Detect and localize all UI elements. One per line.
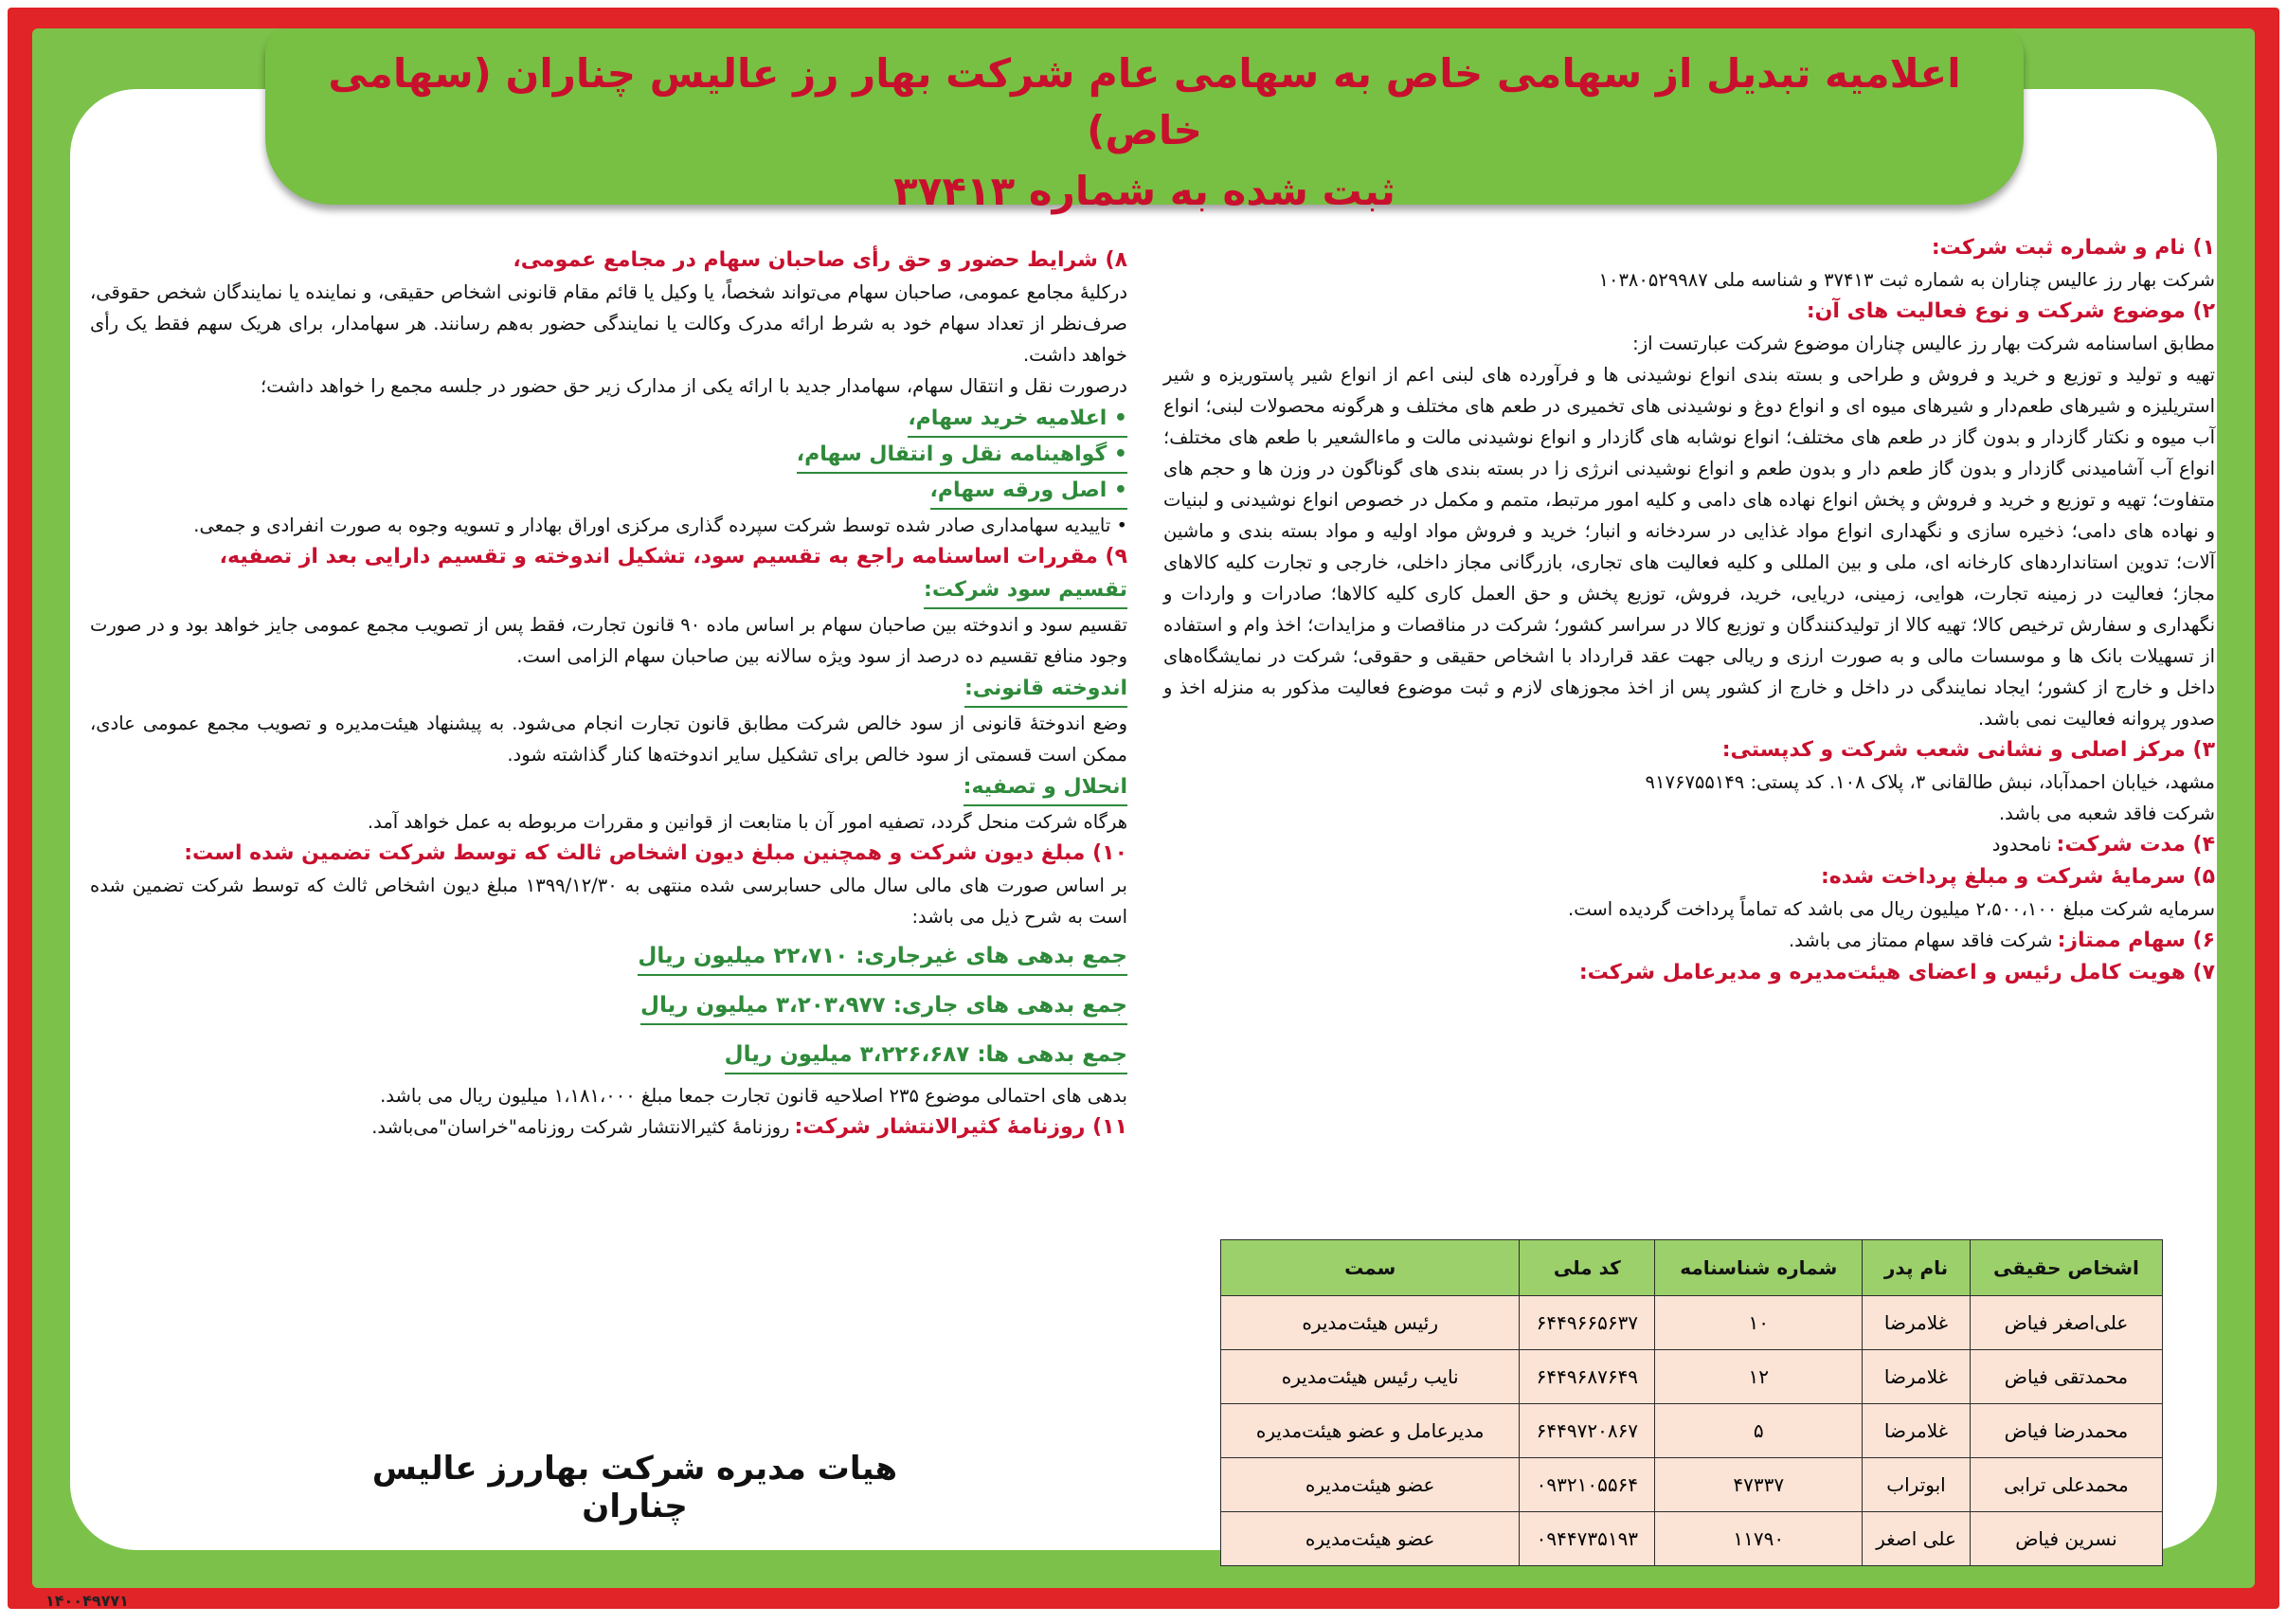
board-signature: هیات مدیره شرکت بهاررز عالیس چناران [371,1450,898,1525]
left-column [90,244,1127,1144]
title-banner [265,28,2024,214]
cell-person: محمدتقی فیاض [1970,1350,2162,1404]
bullet-purchase-notice: • اعلامیه خرید سهام، [908,402,1127,438]
cell-father: ابوتراب [1863,1458,1971,1512]
cell-position: مدیرعامل و عضو هیئت‌مدیره [1221,1404,1520,1458]
table-row [1221,1404,2163,1458]
section-10-heading: ۱۰) مبلغ دیون شرکت و همچنین مبلغ دیون اشخاص ثالث که توسط شرکت تضمین شده است: [184,841,1127,865]
table-header-row [1221,1240,2163,1296]
table-row [1221,1512,2163,1566]
section-7-heading: ۷) هویت کامل رئیس و اعضای هیئت‌مدیره و مدیرعامل شرکت: [1578,961,2215,984]
section-1-heading: ۱) نام و شماره ثبت شرکت: [1931,236,2215,260]
cell-position: عضو هیئت‌مدیره [1221,1512,1520,1566]
section-5-heading: ۵) سرمایۀ شرکت و مبلغ پرداخت شده: [1821,865,2215,889]
section-8-text: درکلیۀ مجامع عمومی، صاحبان سهام می‌تواند شخصاً، یا وکیل یا قائم مقام قانونی اشخاص حقیقی، و نماینده یا نمایندگان شخص حقوقی، صرف‌نظر از تعداد سهام خود به شرط ارائه مدرک وکالت یا نمایندگی حضور به‌هم رسانند. هر سهامدار، برای هریک سهم فقط یک رأی خواهد داشت. [90,281,1127,366]
cell-father: غلامرضا [1863,1350,1971,1404]
table-row [1221,1458,2163,1512]
section-4-heading: ۴) مدت شرکت: [2056,833,2215,857]
table-row [1221,1296,2163,1350]
section-3-address: مشهد، خیابان احمدآباد، نبش طالقانی ۳، پلاک ۱۰۸. کد پستی: ۹۱۷۶۷۵۵۱۴۹ [1645,771,2215,793]
section-10-text: بر اساس صورت های مالی سال مالی حسابرسی شده منتهی به ۱۳۹۹/۱۲/۳۰ مبلغ دیون اشخاص ثالث که توسط شرکت تضمین شده است به شرح ذیل می باشد: [90,875,1127,928]
profit-text: تقسیم سود و اندوخته بین صاحبان سهام بر اساس ماده ۹۰ قانون تجارت، فقط پس از تصویب مجمع عمومی جایز خواهد بود و در صورت وجود منافع تقسیم ده درصد از سود ویژه سالانه بین صاحبان سهام الزامی است. [90,614,1127,667]
subheading-profit: تقسیم سود شرکت: [924,573,1127,609]
section-2-body: تهیه و تولید و توزیع و خرید و فروش و طراحی و بسته بندی انواع نوشیدنی ها و فرآورده های لبنی اعم از انواع شیر پاستوریزه و شیر استریلیزه و شیرهای طعم‌دار و شیرهای میوه ای و انواع دوغ و نوشیدنی های تخمیری در طعم های مختلف و هرگونه محصولات لبنی؛ انواع آب میوه و نکتار گازدار و بدون گاز در طعم های مختلف؛ انواع نوشابه های گازدار و انواع نوشیدنی مالت و ماءالشعیر با طعم های مختلف؛ انواع آب آشامیدنی گازدار و بدون گاز طعم دار و بدون طعم و انواع نوشیدنی انرژی زا در بسته بندی های گوناگون در وزن ها و حجم های متفاوت؛ تهیه و توزیع و خرید و فروش و پخش انواع نهاده های دامی و کلیه امور مرتبط، متمم و مکمل در خصوص انواع نوشیدنی و لبنیات و نهاده های دامی؛ ذخیره سازی و نگهداری انواع مواد غذایی در سردخانه و انبار؛ خرید و فروش مواد اولیه و مواد بسته بندی و ماشین آلات؛ تدوین استانداردهای کارخانه ای، ملی و بین المللی و کلیه فعالیت های تجاری، بازرگانی مجاز داخلی، خارجی و تجارت کلیه کالاهای مجاز؛ فعالیت در زمینه تجارت، هوایی، زمینی، دریایی، خرید، فروش، توزیع پخش و حق العمل کاری کلیه کالاها؛ صادرات و واردات و نگهداری و سفارش ترخیص کالا؛ تهیه کالا از تولیدکنندگان و توزیع کالا در سراسر کشور؛ شرکت در مناقصات و مزایدات؛ اخذ وام و استفاده از تسهیلات بانک ها و موسسات مالی و به صورت ارزی و ریالی جهت عقد قرارداد با اشخاص حقیقی و حقوقی؛ شرکت در نمایشگاه‌های داخل و خارج از کشور؛ ایجاد نمایندگی در داخل و خارج از کشور پس از اخذ مجوزهای لازم و ثبت موضوع فعالیت مذکور به منزله اخذ و صدور پروانه فعالیت نمی باشد. [1163,364,2215,730]
title-line-2: ثبت شده به شماره ۳۷۴۱۳ [893,168,1396,214]
total-liabilities: جمع بدهی ها: ۳،۲۲۶،۶۸۷ میلیون ریال [725,1037,1127,1074]
cell-national-code: ۶۴۴۹۷۲۰۸۶۷ [1520,1404,1655,1458]
header-father: نام پدر [1863,1240,1971,1296]
board-members-table [1220,1239,2163,1554]
cell-position: نایب رئیس هیئت‌مدیره [1221,1350,1520,1404]
cell-id-number: ۱۱۷۹۰ [1655,1512,1863,1566]
section-11-text: روزنامۀ کثیرالانتشار شرکت روزنامه"خراسان"می‌باشد. [371,1116,790,1138]
section-3-heading: ۳) مرکز اصلی و نشانی شعب شرکت و کدپستی: [1721,738,2215,762]
cell-father: غلامرضا [1863,1404,1971,1458]
cell-national-code: ۶۴۴۹۶۶۵۶۳۷ [1520,1296,1655,1350]
cell-national-code: ۰۹۴۴۷۳۵۱۹۳ [1520,1512,1655,1566]
header-person: اشخاص حقیقی [1970,1240,2162,1296]
section-6-text: شرکت فاقد سهام ممتاز می باشد. [1788,929,2053,951]
cell-id-number: ۴۷۳۳۷ [1655,1458,1863,1512]
section-2-heading: ۲) موضوع شرکت و نوع فعالیت های آن: [1806,299,2215,323]
bullet-share-original: • اصل ورقه سهام، [930,474,1127,510]
subheading-dissolution: انحلال و تصفیه: [963,770,1127,806]
cell-father: علی اصغر [1863,1512,1971,1566]
table-row [1221,1350,2163,1404]
section-11-heading: ۱۱) روزنامۀ کثیرالانتشار شرکت: [794,1115,1127,1139]
legal-reserve-text: وضع اندوختۀ قانونی از سود خالص شرکت مطابق قانون تجارت انجام می‌شود. به پیشنهاد هیئت‌مدیره و تصویب مجمع عمومی عادی، ممکن است قسمتی از سود خالص برای تشکیل سایر اندوخته‌ها کنار گذاشته شود. [90,713,1127,766]
cell-position: رئیس هیئت‌مدیره [1221,1296,1520,1350]
cell-national-code: ۶۴۴۹۶۸۷۶۴۹ [1520,1350,1655,1404]
right-column [1163,232,2215,989]
title-line-1: اعلامیه تبدیل از سهامی خاص به سهامی عام شرکت بهار رز عالیس چناران (سهامی خاص) [328,50,1961,153]
cell-position: عضو هیئت‌مدیره [1221,1458,1520,1512]
contingent-liabilities: بدهی های احتمالی موضوع ۲۳۵ اصلاحیه قانون تجارت جمعا مبلغ ۱،۱۸۱،۰۰۰ میلیون ریال می باشد. [380,1085,1127,1107]
bullet-transfer-certificate: • گواهینامه نقل و انتقال سهام، [797,438,1127,474]
header-id-number: شماره شناسنامه [1655,1240,1863,1296]
section-8-text-2: درصورت نقل و انتقال سهام، سهامدار جدید با ارائه یکی از مدارک زیر حق حضور در جلسه مجمع را خواهد داشت؛ [261,375,1127,397]
section-2-intro: مطابق اساسنامه شرکت بهار رز عالیس چناران موضوع شرکت عبارتست از: [1632,333,2215,354]
section-1-text: شرکت بهار رز عالیس چناران به شماره ثبت ۳۷۴۱۳ و شناسه ملی ۱۰۳۸۰۵۲۹۹۸۷ [1598,269,2215,291]
bullet-depository-confirmation: • تاییدیه سهامداری صادر شده توسط شرکت سپرده گذاری مرکزی اوراق بهادار و تسویه وجوه به صورت انفرادی و جمعی. [193,514,1127,536]
header-position: سمت [1221,1240,1520,1296]
section-5-text: سرمایه شرکت مبلغ ۲،۵۰۰،۱۰۰ میلیون ریال می باشد که تماماً پرداخت گردیده است. [1568,898,2215,920]
dissolution-text: هرگاه شرکت منحل گردد، تصفیه امور آن با متابعت از قوانین و مقررات مربوطه به عمل خواهد آمد. [367,811,1127,833]
cell-id-number: ۱۰ [1655,1296,1863,1350]
section-3-branches: شرکت فاقد شعبه می باشد. [1998,803,2215,824]
cell-person: محمدعلی ترابی [1970,1458,2162,1512]
ad-code: ۱۴۰۰۴۹۷۷۱ [45,1592,129,1610]
cell-person: نسرین فیاض [1970,1512,2162,1566]
current-liabilities: جمع بدهی های جاری: ۳،۲۰۳،۹۷۷ میلیون ریال [640,987,1127,1025]
section-9-heading: ۹) مقررات اساسنامه راجع به تقسیم سود، تشکیل اندوخته و تقسیم دارایی بعد از تصفیه، [219,545,1127,568]
section-6-heading: ۶) سهام ممتاز: [2057,929,2215,952]
cell-national-code: ۰۹۳۲۱۰۵۵۶۴ [1520,1458,1655,1512]
cell-person: علی‌اصغر فیاض [1970,1296,2162,1350]
header-national-code: کد ملی [1520,1240,1655,1296]
section-4-text: نامحدود [1991,834,2052,856]
subheading-legal-reserve: اندوخته قانونی: [964,672,1127,708]
cell-father: غلامرضا [1863,1296,1971,1350]
noncurrent-liabilities: جمع بدهی های غیرجاری: ۲۲،۷۱۰ میلیون ریال [638,938,1127,976]
cell-id-number: ۵ [1655,1404,1863,1458]
section-8-heading: ۸) شرایط حضور و حق رأی صاحبان سهام در مجامع عمومی، [513,248,1127,272]
cell-person: محمدرضا فیاض [1970,1404,2162,1458]
cell-id-number: ۱۲ [1655,1350,1863,1404]
